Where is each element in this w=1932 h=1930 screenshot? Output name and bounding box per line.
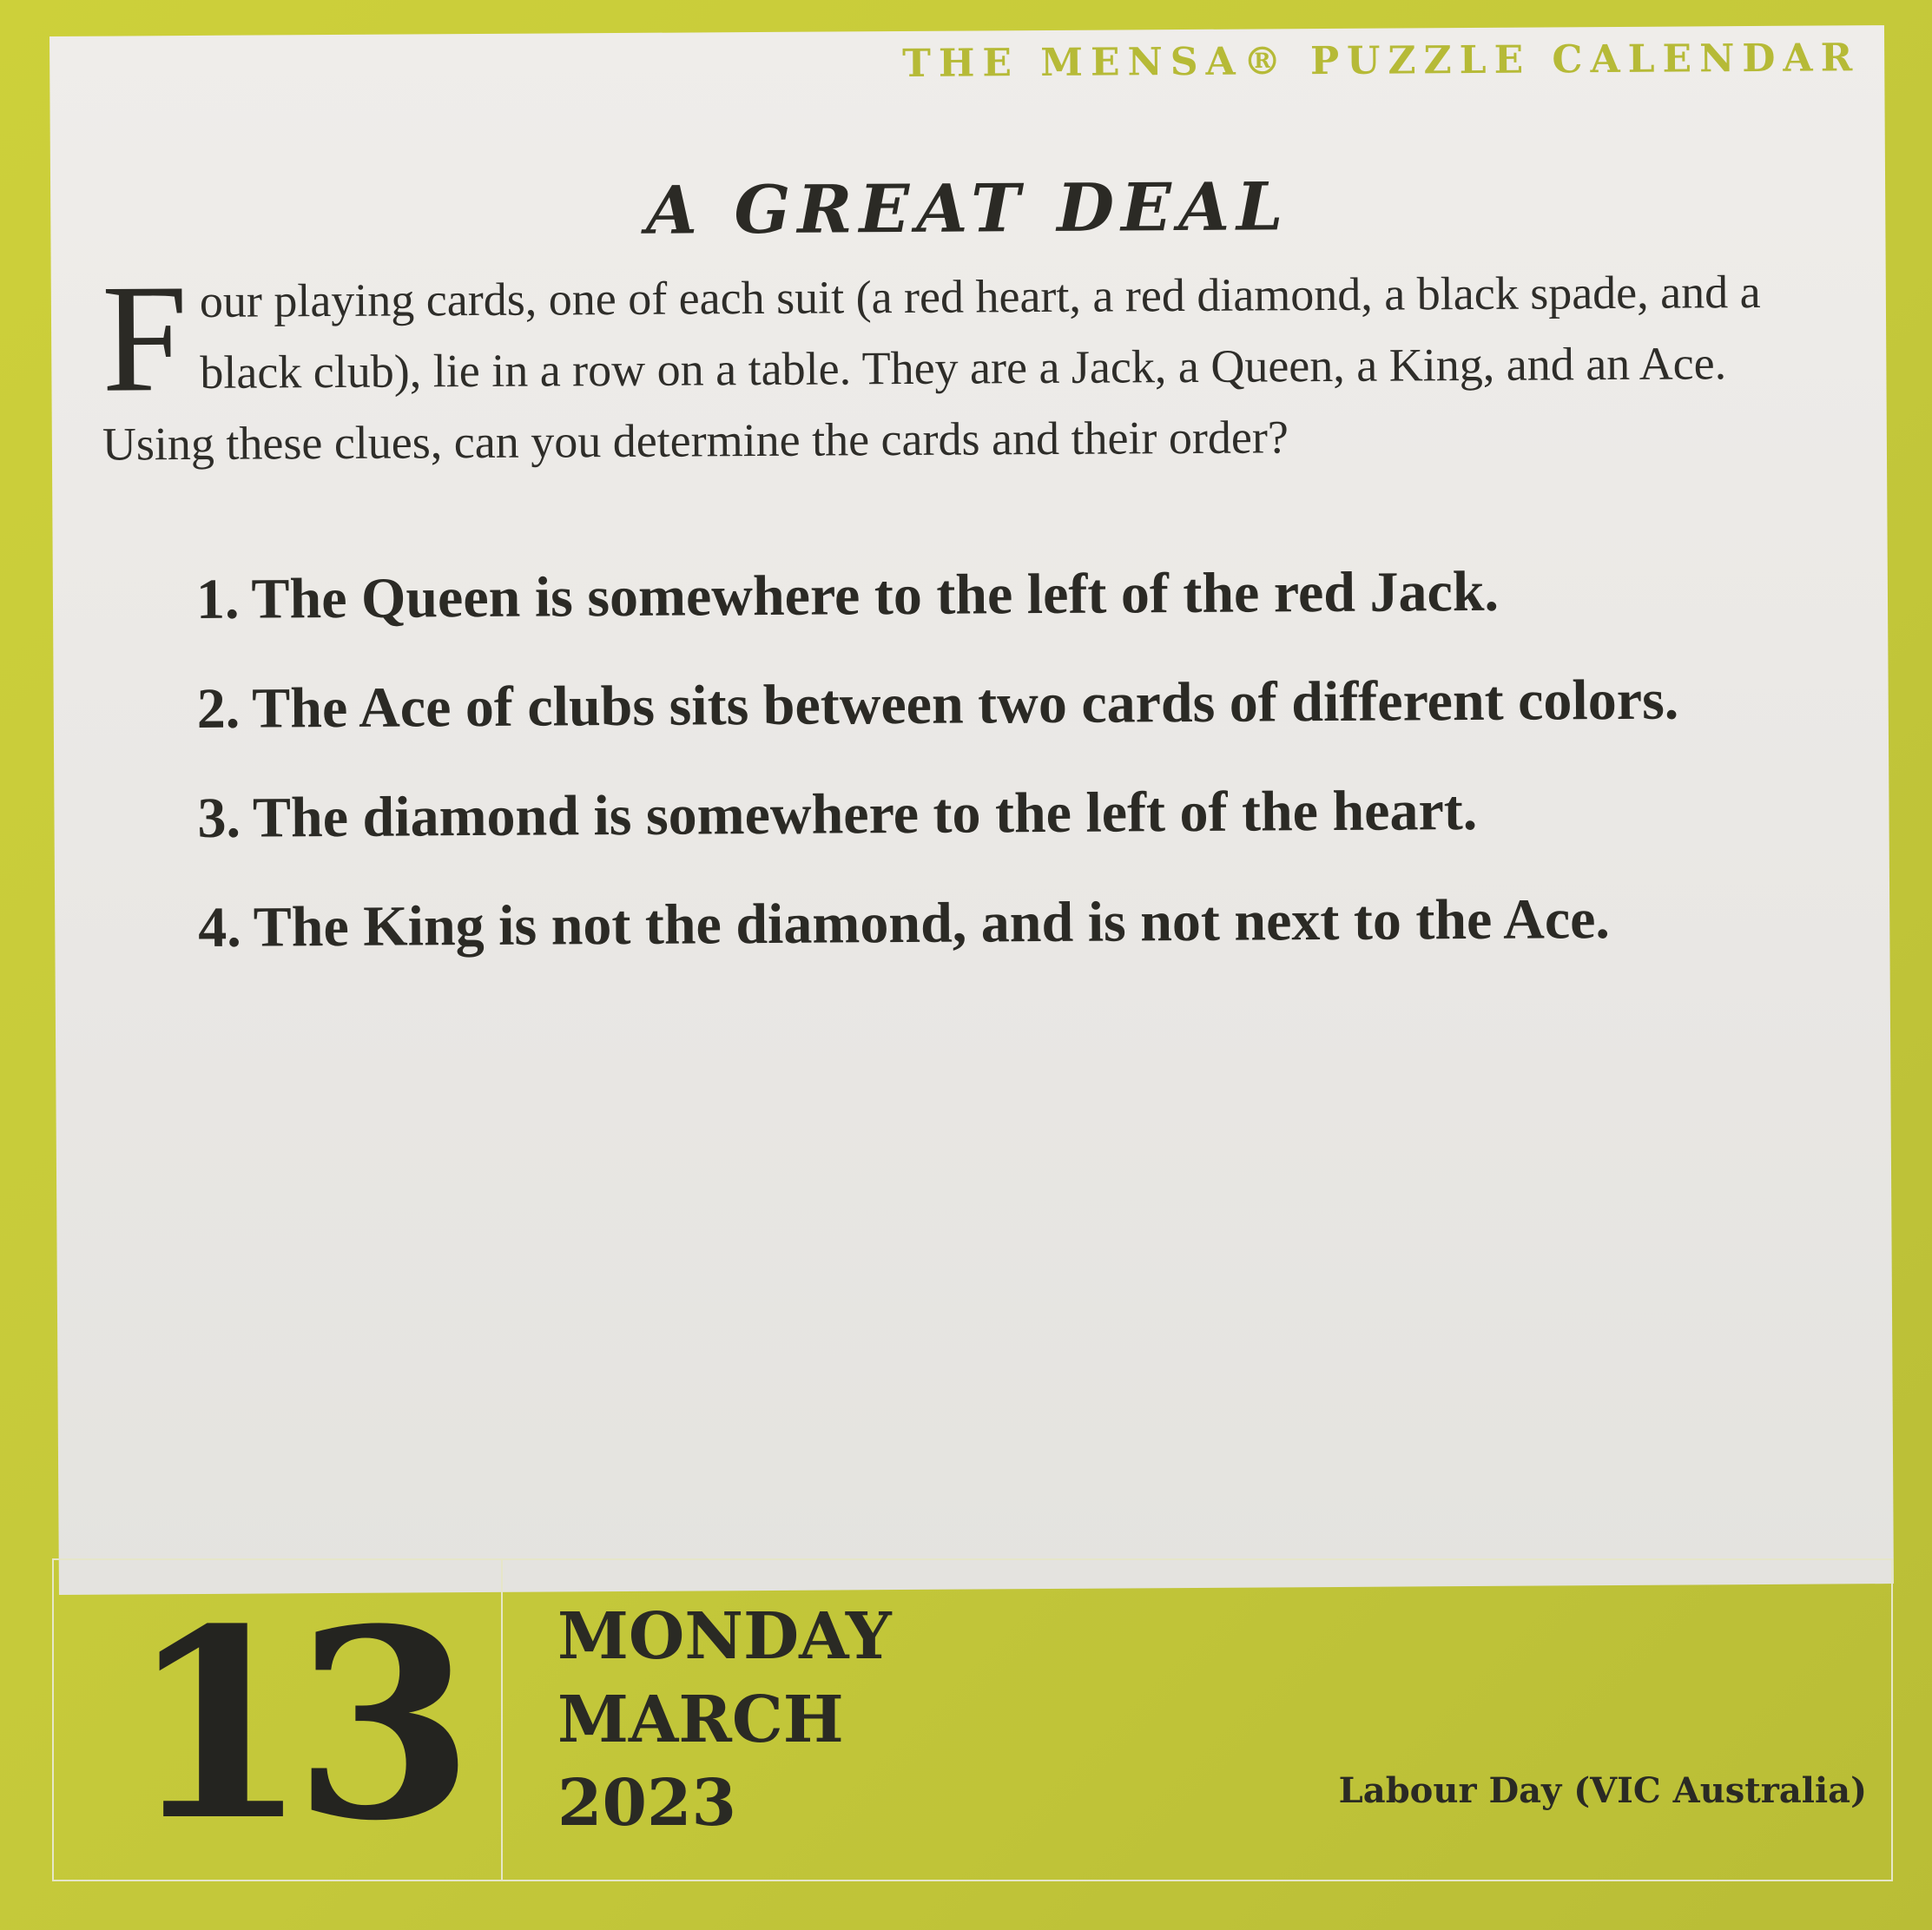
clue-text: The Ace of clubs sits between two cards of different colors. [252,668,1679,741]
clue-item [198,887,1865,958]
puzzle-intro [101,252,1839,479]
clue-text: The Queen is somewhere to the left of the red Jack. [251,559,1500,631]
year: 2023 [557,1766,736,1841]
holiday-label: Labour Day (VIC Australia) [1338,1770,1867,1811]
clue-number: 2. [196,676,241,741]
puzzle-intro-text: our playing cards, one of each suit (a red heart, a red diamond, a black spade, and a black club), lie in a row on a table. They are a Jack, a Queen, a King, and an Ace. Using these clues, can you determine the cards and their order? [102,265,1761,471]
clue-item [197,778,1864,849]
drop-cap: F [101,252,188,425]
clue-number: 1. [195,567,240,631]
clue-number: 4. [198,895,241,959]
month: MARCH [557,1683,844,1757]
day-number: 13 [128,1571,459,1878]
clue-list [196,559,1866,1007]
date-block [557,1595,892,1845]
clue-item [196,559,1863,630]
clue-number: 3. [197,786,241,850]
calendar-brand-header: THE MENSA® PUZZLE CALENDAR [901,36,1861,87]
footer-divider [501,1560,503,1880]
puzzle-title: A GREAT DEAL [645,168,1290,249]
clue-text: The King is not the diamond, and is not next to the Ace. [253,887,1611,959]
weekday: MONDAY [557,1599,892,1674]
clue-text: The diamond is somewhere to the left of the heart. [252,778,1478,850]
calendar-page [49,25,1894,1595]
date-footer [52,1558,1893,1881]
clue-item [197,669,1864,740]
